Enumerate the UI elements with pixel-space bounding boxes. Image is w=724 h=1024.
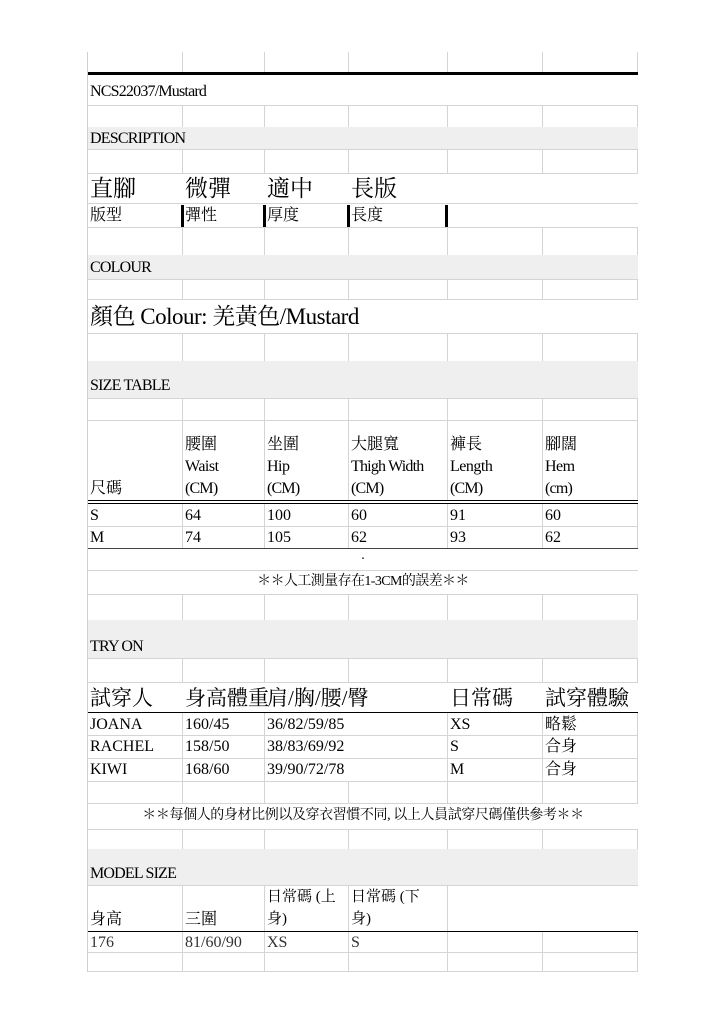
model-header-measurements: 三圍 bbox=[185, 911, 218, 928]
spec-sheet bbox=[87, 52, 638, 972]
description-value-length: 長版 bbox=[351, 176, 397, 201]
try-on-height-weight: 168/60 bbox=[185, 761, 230, 778]
thigh-header-zh: 大腿寬 bbox=[351, 436, 400, 453]
header-double-rule bbox=[88, 500, 638, 501]
sheet-row bbox=[88, 952, 638, 972]
description-heading-row bbox=[88, 127, 638, 150]
hip-cell: 105 bbox=[267, 529, 291, 546]
colour-row bbox=[88, 299, 638, 334]
hem-cell: 60 bbox=[545, 507, 561, 524]
model-bottom-size: S bbox=[351, 934, 360, 951]
waist-header-unit: (CM) bbox=[185, 480, 218, 497]
try-on-fit: 略鬆 bbox=[545, 716, 578, 733]
waist-cell: 74 bbox=[185, 529, 201, 546]
try-on-header-size: 日常碼 bbox=[450, 686, 513, 710]
try-on-row bbox=[88, 735, 638, 759]
description-value-fit: 直腳 bbox=[90, 176, 136, 201]
description-label-fit: 版型 bbox=[90, 207, 123, 224]
model-header-height: 身高 bbox=[90, 911, 123, 928]
model-size-row bbox=[88, 932, 638, 953]
model-size-heading: MODEL SIZE bbox=[90, 865, 177, 882]
thigh-header-unit: (CM) bbox=[351, 480, 384, 497]
size-table-heading: SIZE TABLE bbox=[90, 377, 170, 394]
try-on-size: S bbox=[450, 738, 459, 755]
sheet-row bbox=[88, 594, 638, 621]
hip-cell: 100 bbox=[267, 507, 291, 524]
sheet-row bbox=[88, 781, 638, 804]
description-label-thickness: 厚度 bbox=[267, 207, 300, 224]
try-on-header-fit: 試穿體驗 bbox=[545, 686, 629, 710]
waist-header-en: Waist bbox=[185, 458, 219, 475]
try-on-header-row bbox=[88, 682, 638, 713]
description-label-stretch: 彈性 bbox=[185, 207, 218, 224]
sheet-row bbox=[88, 105, 638, 128]
waist-header-zh: 腰圍 bbox=[185, 436, 218, 453]
try-on-row bbox=[88, 758, 638, 782]
colour-heading-row bbox=[88, 255, 638, 280]
try-on-row bbox=[88, 713, 638, 736]
try-on-name: JOANA bbox=[90, 716, 143, 733]
sheet-row bbox=[88, 658, 638, 683]
divider-mark bbox=[347, 205, 350, 227]
try-on-height-weight: 158/50 bbox=[185, 738, 230, 755]
model-size-heading-row bbox=[88, 849, 638, 886]
description-values-row bbox=[88, 173, 638, 204]
colour-heading: COLOUR bbox=[90, 259, 151, 276]
try-on-heading: TRY ON bbox=[90, 638, 143, 655]
model-header-top-size-line2: 身) bbox=[267, 911, 287, 927]
model-size-header-row bbox=[88, 885, 638, 932]
product-row bbox=[88, 75, 638, 106]
try-on-height-weight: 160/45 bbox=[185, 716, 230, 733]
model-height: 176 bbox=[90, 934, 114, 951]
model-header-bottom-size-line1: 日常碼 (下 bbox=[351, 889, 420, 905]
size-row bbox=[88, 504, 638, 527]
try-on-heading-row bbox=[88, 620, 638, 659]
sheet-row bbox=[88, 52, 638, 73]
length-header-en: Length bbox=[450, 458, 493, 475]
try-on-size: M bbox=[450, 761, 465, 778]
try-on-measurements: 38/83/69/92 bbox=[267, 738, 345, 755]
try-on-fit: 合身 bbox=[545, 738, 578, 755]
size-table-header-row bbox=[88, 420, 638, 500]
model-measurements: 81/60/90 bbox=[185, 934, 242, 951]
try-on-header-measurements: 肩/胸/腰/臀 bbox=[267, 686, 369, 710]
colour-text: 顏色 Colour: 羌黃色/Mustard bbox=[90, 304, 359, 329]
sheet-row bbox=[88, 149, 638, 174]
try-on-header-person: 試穿人 bbox=[90, 686, 153, 710]
model-header-bottom-size-line2: 身) bbox=[351, 911, 371, 927]
description-label-length: 長度 bbox=[351, 207, 384, 224]
try-on-name: KIWI bbox=[90, 761, 128, 778]
try-on-size: XS bbox=[450, 716, 471, 733]
length-header-unit: (CM) bbox=[450, 480, 483, 497]
sheet-row bbox=[88, 227, 638, 256]
divider-mark bbox=[445, 205, 448, 227]
description-value-thickness: 適中 bbox=[267, 176, 313, 201]
length-cell: 93 bbox=[450, 529, 466, 546]
try-on-note: ＊＊每個人的身材比例以及穿衣習慣不同, 以上人員試穿尺碼僅供參考＊＊ bbox=[142, 808, 584, 823]
description-value-stretch: 微彈 bbox=[185, 176, 231, 201]
try-on-header-height-weight: 身高體重 bbox=[185, 686, 269, 710]
thigh-cell: 60 bbox=[351, 507, 367, 524]
model-top-size: XS bbox=[267, 934, 288, 951]
length-cell: 91 bbox=[450, 507, 466, 524]
dot-mark: . bbox=[361, 548, 365, 563]
try-on-note-row bbox=[88, 803, 638, 830]
hem-cell: 62 bbox=[545, 529, 561, 546]
description-labels-row bbox=[88, 203, 638, 228]
size-table-heading-row bbox=[88, 361, 638, 399]
model-header-top-size-line1: 日常碼 (上 bbox=[267, 889, 336, 905]
divider-mark bbox=[181, 205, 184, 227]
product-code: NCS22037/Mustard bbox=[90, 83, 207, 100]
try-on-name: RACHEL bbox=[90, 738, 154, 755]
size-cell: M bbox=[90, 529, 105, 546]
size-row bbox=[88, 526, 638, 549]
hem-header-unit: (cm) bbox=[545, 480, 573, 497]
sheet-row bbox=[88, 398, 638, 421]
size-cell: S bbox=[90, 507, 99, 524]
waist-cell: 64 bbox=[185, 507, 201, 524]
length-header-zh: 褲長 bbox=[450, 436, 483, 453]
hip-header-unit: (CM) bbox=[267, 480, 300, 497]
measurement-note: ＊＊人工測量存在1-3CM的誤差＊＊ bbox=[257, 574, 469, 589]
thigh-header-en: Thigh Width bbox=[351, 458, 424, 475]
try-on-measurements: 36/82/59/85 bbox=[267, 716, 345, 733]
measurement-note-row bbox=[88, 570, 638, 595]
hem-header-en: Hem bbox=[545, 458, 575, 475]
divider-mark bbox=[263, 205, 266, 227]
try-on-measurements: 39/90/72/78 bbox=[267, 761, 345, 778]
thigh-cell: 62 bbox=[351, 529, 367, 546]
hip-header-en: Hip bbox=[267, 458, 290, 475]
description-heading: DESCRIPTION bbox=[90, 130, 186, 147]
sheet-row bbox=[88, 333, 638, 362]
sheet-row bbox=[88, 548, 638, 571]
size-column-label: 尺碼 bbox=[90, 480, 123, 497]
hip-header-zh: 坐圍 bbox=[267, 436, 300, 453]
try-on-fit: 合身 bbox=[545, 761, 578, 778]
sheet-row bbox=[88, 829, 638, 850]
hem-header-zh: 腳闊 bbox=[545, 436, 578, 453]
sheet-row bbox=[88, 279, 638, 300]
